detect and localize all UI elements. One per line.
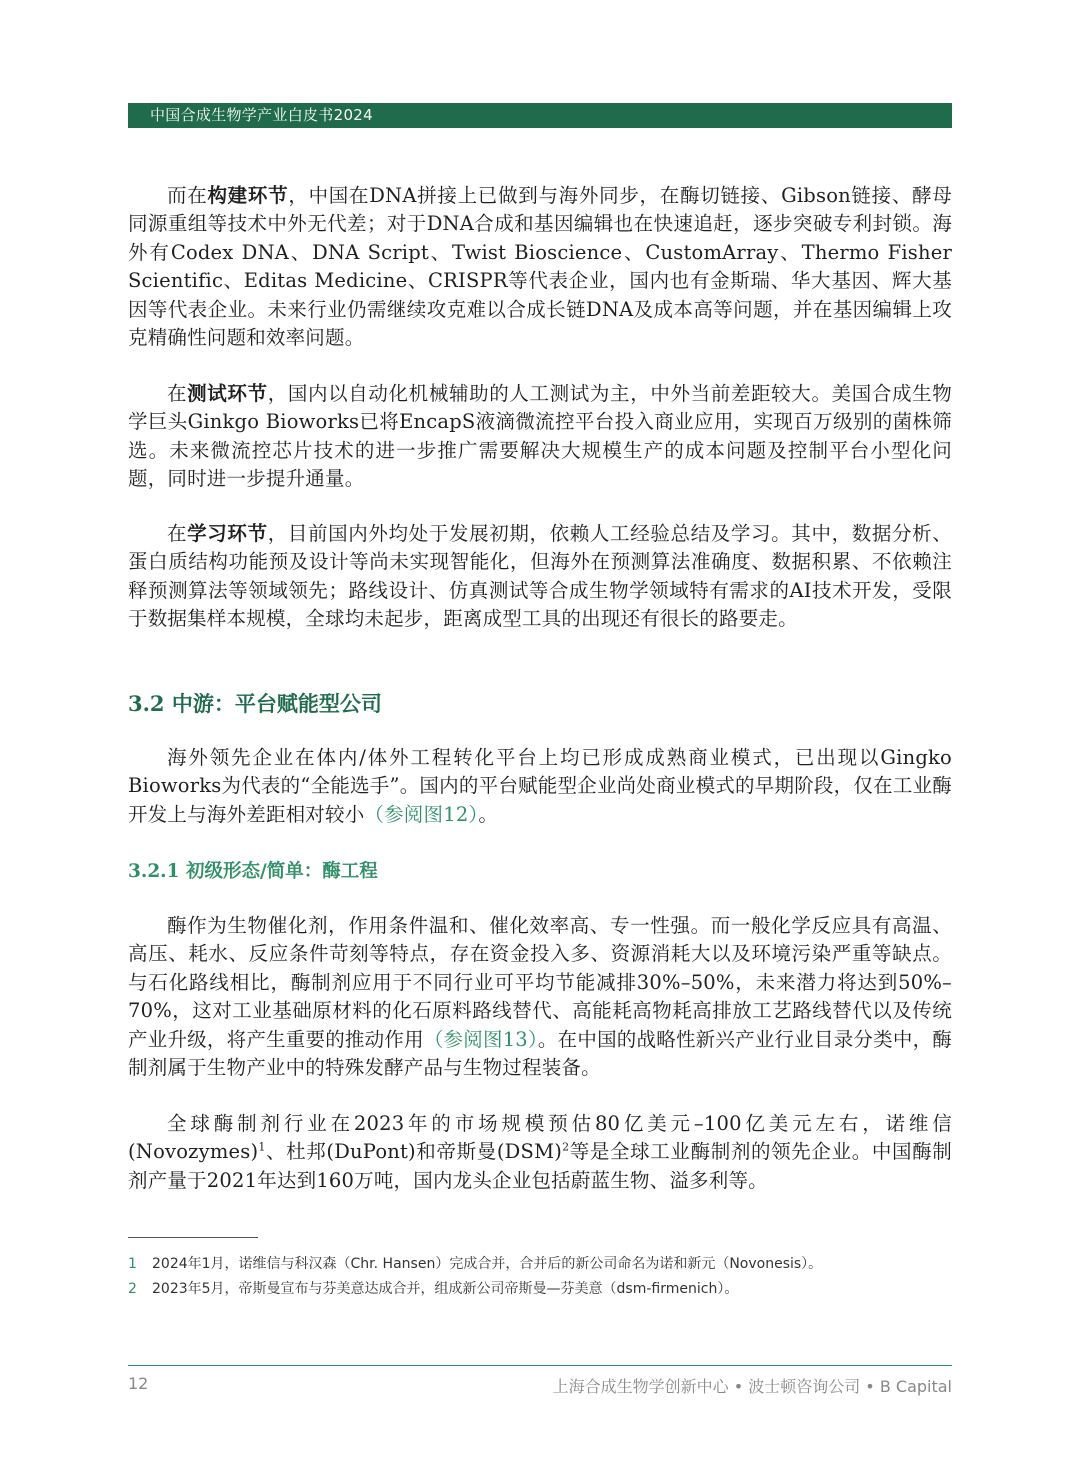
subsection-heading: 3.2.1 初级形态/简单：酶工程 — [128, 861, 378, 882]
paragraph-build — [128, 182, 952, 352]
footnote — [128, 1279, 738, 1299]
p3-keyword: 学习环节 — [187, 522, 268, 545]
footnote-number: 2 — [128, 1281, 137, 1297]
paragraph-market — [128, 1110, 952, 1195]
p6-text-b: 、杜邦(DuPont)和帝斯曼(DSM) — [265, 1140, 563, 1164]
paragraph-enzyme — [128, 912, 952, 1082]
page-number: 12 — [128, 1374, 149, 1393]
running-header — [128, 103, 952, 128]
p1-lead: 而在 — [167, 184, 208, 207]
figure-reference-link[interactable]: （参阅图13） — [423, 1027, 538, 1051]
p1-text: ，中国在DNA拼接上已做到与海外同步，在酶切链接、Gibson链接、酵母同源重组等技术中外无代差；对于DNA合成和基因编辑也在快速追赶，逐步突破专利封锁。海外有Codex DNA、DNA Script、Twist Bioscience、CustomArray、Thermo Fisher Scientific、Editas Medicine、CRISPR等代表企业，国内也有金斯瑞、华大基因、辉大基因等代表企业。未来行业仍需继续攻克难以合成长链DNA及成本高等问题，并在基因编辑上攻克精确性问题和效率问题。 — [128, 184, 952, 350]
footnote-text: 2023年5月，帝斯曼宣布与芬美意达成合并，组成新公司帝斯曼—芬美意（dsm-firmenich）。 — [152, 1281, 739, 1297]
paragraph-platform — [128, 744, 952, 829]
p2-lead: 在 — [167, 382, 188, 405]
p1-keyword: 构建环节 — [207, 184, 289, 207]
p5-text: 酶作为生物催化剂，作用条件温和、催化效率高、专一性强。而一般化学反应具有高温、高压、耗水、反应条件苛刻等特点，存在资金投入多、资源消耗大以及环境污染严重等缺点。与石化路线相比，酶制剂应用于不同行业可平均节能减排30%–50%，未来潜力将达到50%–70%，这对工业基础原材料的化石原料路线替代、高能耗高物耗高排放工艺路线替代以及传统产业升级，将产生重要的推动作用 — [128, 914, 952, 1051]
p2-keyword: 测试环节 — [187, 382, 268, 405]
p3-text: ，目前国内外均处于发展初期，依赖人工经验总结及学习。其中，数据分析、蛋白质结构功能预及设计等尚未实现智能化，但海外在预测算法准确度、数据积累、不依赖注释预测算法等领域领先；路线设计、仿真测试等合成生物学领域特有需求的AI技术开发，受限于数据集样本规模，全球均未起步，距离成型工具的出现还有很长的路要走。 — [128, 522, 952, 631]
footnote-divider — [128, 1237, 258, 1238]
footnote-text: 2024年1月，诺维信与科汉森（Chr. Hansen）完成合并，合并后的新公司命名为诺和新元（Novonesis）。 — [152, 1256, 823, 1272]
footnote — [128, 1254, 822, 1274]
paragraph-learn — [128, 520, 952, 634]
header-title: 中国合成生物学产业白皮书2024 — [150, 106, 373, 124]
p4-end: 。 — [478, 802, 499, 826]
footnote-marker[interactable]: 2 — [562, 1140, 570, 1154]
footnote-number: 1 — [128, 1256, 137, 1272]
paragraph-test — [128, 380, 952, 494]
footnote-marker[interactable]: 1 — [258, 1140, 266, 1154]
p3-lead: 在 — [167, 522, 188, 545]
footer-publishers: 上海合成生物学创新中心 • 波士顿咨询公司 • B Capital — [552, 1377, 952, 1396]
figure-reference-link[interactable]: （参阅图12） — [364, 802, 479, 826]
section-heading: 3.2 中游：平台赋能型公司 — [128, 691, 382, 716]
footer-divider — [128, 1365, 952, 1366]
p6-text-c: 等是全球工业酶制剂的领先企业。中国酶制剂产量于2021年达到160万吨，国内龙头企业包括蔚蓝生物、溢多利等。 — [128, 1140, 952, 1192]
p2-text: ，国内以自动化机械辅助的人工测试为主，中外当前差距较大。美国合成生物学巨头Ginkgo Bioworks已将EncapS液滴微流控平台投入商业应用，实现百万级别的菌株筛选。未来微流控芯片技术的进一步推广需要解决大规模生产的成本问题及控制平台小型化问题，同时进一步提升通量。 — [128, 382, 952, 491]
p6-text-a: 全球酶制剂行业在2023年的市场规模预估80亿美元–100亿美元左右，诺维信(Novozymes) — [128, 1112, 952, 1164]
p5-end: 。在中国的战略性新兴产业行业目录分类中，酶制剂属于生物产业中的特殊发酵产品与生物过程装备。 — [128, 1027, 953, 1080]
p4-text: 海外领先企业在体内/体外工程转化平台上均已形成成熟商业模式，已出现以Gingko Bioworks为代表的“全能选手”。国内的平台赋能型企业尚处商业模式的早期阶段，仅在工业酶开发上与海外差距相对较小 — [128, 746, 952, 826]
